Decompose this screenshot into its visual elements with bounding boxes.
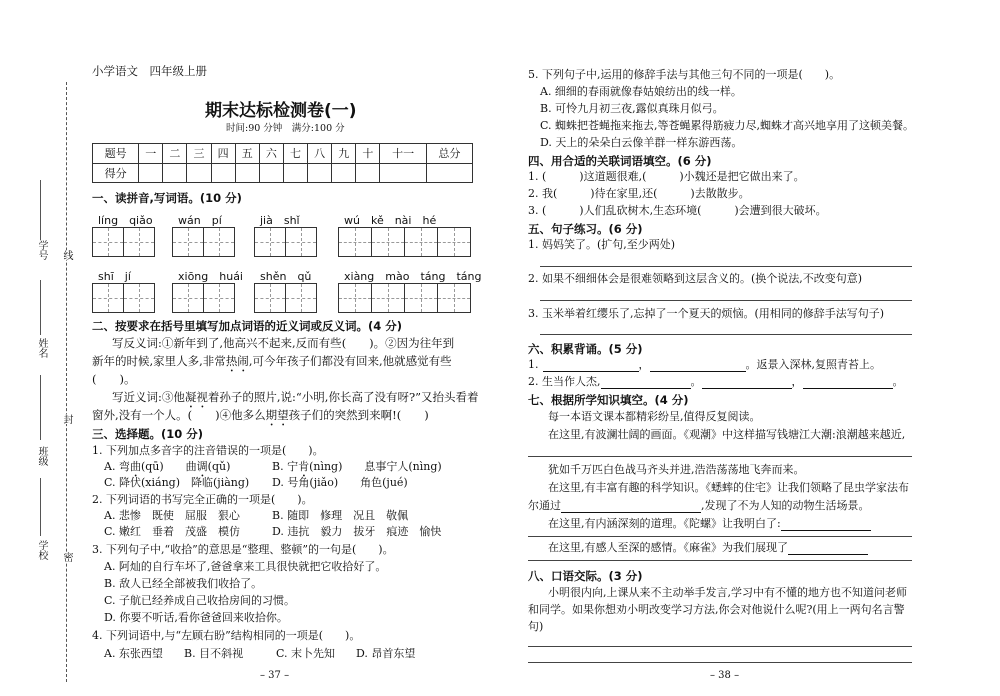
question-5: 5. 下列句子中,运用的修辞手法与其他三句不同的一项是( )。 bbox=[528, 68, 841, 81]
writing-grid bbox=[172, 227, 234, 257]
pinyin-label: xiàng mào táng táng bbox=[344, 270, 482, 283]
answer-line[interactable] bbox=[528, 560, 912, 561]
writing-grid bbox=[92, 227, 154, 257]
answer-line[interactable] bbox=[528, 662, 912, 663]
answer-line[interactable] bbox=[528, 646, 912, 647]
writing-cell[interactable] bbox=[338, 227, 372, 257]
sec4-item-3: 3. ( )人们乱砍树木,生态环境( )会遭到很大破坏。 bbox=[528, 204, 827, 217]
writing-grid bbox=[338, 227, 470, 257]
section-3-heading: 三、选择题。(10 分) bbox=[92, 427, 204, 441]
writing-grid bbox=[338, 283, 470, 313]
score-cell[interactable] bbox=[211, 163, 235, 183]
sec7-para-3b: 尔通过 ,发现了不为人知的动物生活场景。 bbox=[528, 499, 870, 512]
sec4-item-1: 1. ( )这道题很难,( )小魏还是把它做出来了。 bbox=[528, 170, 805, 183]
sec7-para-5: 在这里,有感人至深的感情。《麻雀》为我们展现了 bbox=[548, 541, 868, 555]
score-header-cell: 九 bbox=[332, 144, 356, 164]
section-5-heading: 五、句子练习。(6 分) bbox=[528, 222, 643, 236]
page-number-left: – 37 – bbox=[260, 670, 290, 681]
q3-option-d: D. 你要不听话,看你爸爸回来收拾你。 bbox=[104, 611, 288, 624]
q2-option-a: A. 悲惨 既使 屈服 狠心 bbox=[104, 509, 240, 522]
sec2-line: 窗外,没有一个人。( )④他多么期望孩子们的突然到来啊!( ) bbox=[92, 408, 429, 422]
sec7-para-2: 在这里,有波澜壮阔的画面。《观潮》中这样描写钱塘江大潮:浪潮越来越近, bbox=[548, 428, 906, 441]
q5-option-c: C. 蜘蛛把苍蝇拖来拖去,等苍蝇累得筋疲力尽,蜘蛛才高兴地享用了这顿美餐。 bbox=[540, 119, 915, 132]
sec2-line: 写反义词:①新年到了,他高兴不起来,反而有些( )。②因为往年到 bbox=[112, 336, 455, 350]
score-cell[interactable] bbox=[426, 163, 472, 183]
margin-mark-secret: 密 bbox=[61, 552, 72, 562]
sec8-line-1: 小明很内向,上课从来不主动举手发言,学习中有不懂的地方也不知道问老师 bbox=[548, 586, 907, 599]
score-cell[interactable] bbox=[163, 163, 187, 183]
sec6-item-2: 2. 生当作人杰, 。 ， 。 bbox=[528, 375, 904, 388]
sec8-line-3: 句) bbox=[528, 620, 544, 633]
question-3: 3. 下列句子中,“收拾”的意思是“整理、整顿”的一句是( )。 bbox=[92, 543, 394, 556]
margin-blank bbox=[40, 180, 41, 240]
answer-line[interactable] bbox=[540, 334, 912, 335]
score-header-cell: 总分 bbox=[426, 144, 472, 164]
exam-subtitle: 时间:90 分钟 满分:100 分 bbox=[226, 123, 345, 134]
writing-cell[interactable] bbox=[123, 227, 155, 257]
q2-option-c: C. 嫩红 垂着 茂盛 模仿 bbox=[104, 525, 241, 538]
score-header-cell: 十一 bbox=[380, 144, 426, 164]
score-header-cell: 三 bbox=[187, 144, 211, 164]
q5-option-b: B. 可怜九月初三夜,露似真珠月似弓。 bbox=[540, 102, 724, 115]
writing-cell[interactable] bbox=[172, 227, 204, 257]
writing-cell[interactable] bbox=[203, 283, 235, 313]
q1-option-a: A. 弯曲(qū) 曲调(qǔ) bbox=[104, 460, 231, 473]
score-cell[interactable] bbox=[235, 163, 259, 183]
writing-grid bbox=[92, 283, 154, 313]
margin-label-name: 姓名 bbox=[36, 338, 47, 358]
pinyin-label: jià shǐ bbox=[260, 214, 300, 227]
sec6-item-1: 1. ， 。返景入深林,复照青苔上。 bbox=[528, 358, 881, 371]
margin-label-school: 学校 bbox=[36, 540, 47, 560]
sec7-para-4: 在这里,有内涵深刻的道理。《陀螺》让我明白了: bbox=[548, 517, 871, 531]
pinyin-label: líng qiǎo bbox=[98, 214, 153, 227]
writing-cell[interactable] bbox=[172, 283, 204, 313]
answer-line[interactable] bbox=[540, 300, 912, 301]
page-header: 小学语文 四年级上册 bbox=[92, 64, 207, 78]
writing-cell[interactable] bbox=[371, 227, 405, 257]
q4-option-b: B. 目不斜视 bbox=[184, 647, 244, 660]
q4-option-a: A. 东张西望 bbox=[104, 647, 163, 660]
score-table bbox=[92, 143, 473, 183]
sec5-item-1: 1. 妈妈笑了。(扩句,至少两处) bbox=[528, 238, 676, 251]
section-7-heading: 七、根据所学知识填空。(4 分) bbox=[528, 393, 689, 407]
writing-grid bbox=[254, 283, 316, 313]
margin-blank bbox=[40, 375, 41, 440]
score-header-cell: 四 bbox=[211, 144, 235, 164]
page-number-right: – 38 – bbox=[710, 670, 740, 681]
writing-cell[interactable] bbox=[285, 283, 317, 313]
question-1: 1. 下列加点多音字的注音错误的一项是( )。 bbox=[92, 444, 324, 457]
score-header-cell: 一 bbox=[139, 144, 163, 164]
section-6-heading: 六、积累背诵。(5 分) bbox=[528, 342, 643, 356]
q2-option-d: D. 违抗 毅力 拔牙 痕迹 愉快 bbox=[272, 525, 442, 538]
section-4-heading: 四、用合适的关联词语填空。(6 分) bbox=[528, 154, 712, 168]
score-row-label: 得分 bbox=[93, 163, 139, 183]
sec2-line: 新年的时候,家里人多,非常热闹,可今年孩子们都没有回来,他就感觉有些 bbox=[92, 354, 452, 368]
q5-option-a: A. 细细的春雨就像春姑娘纺出的线一样。 bbox=[540, 85, 742, 98]
writing-cell[interactable] bbox=[92, 227, 124, 257]
question-4: 4. 下列词语中,与“左顾右盼”结构相同的一项是( )。 bbox=[92, 629, 361, 642]
q1-option-b: B. 宁肯(nìng) 息事宁人(nìng) bbox=[272, 460, 442, 473]
writing-cell[interactable] bbox=[285, 227, 317, 257]
margin-blank bbox=[40, 280, 41, 335]
score-cell[interactable] bbox=[139, 163, 163, 183]
q1-option-d: D. 号角(jiǎo) 角色(jué) bbox=[272, 476, 408, 489]
writing-grid bbox=[254, 227, 316, 257]
score-cell[interactable] bbox=[380, 163, 426, 183]
sec8-line-2: 和同学。如果你想劝小明改变学习方法,你会对他说什么呢?(用上一两句名言警 bbox=[528, 603, 905, 616]
score-header-cell: 二 bbox=[163, 144, 187, 164]
writing-cell[interactable] bbox=[437, 283, 471, 313]
score-cell[interactable] bbox=[283, 163, 307, 183]
sec2-line: ( )。 bbox=[92, 372, 136, 386]
sec5-item-3: 3. 玉米举着红缨乐了,忘掉了一个夏天的烦恼。(用相同的修辞手法写句子) bbox=[528, 307, 885, 320]
pinyin-label: wú kě nài hé bbox=[344, 214, 437, 227]
margin-blank bbox=[40, 478, 41, 536]
pinyin-label: shěn qǔ bbox=[260, 270, 312, 283]
sec7-para-1: 每一本语文课本都精彩纷呈,值得反复阅读。 bbox=[548, 410, 761, 423]
writing-cell[interactable] bbox=[404, 283, 438, 313]
score-header-cell: 十 bbox=[356, 144, 380, 164]
score-header-cell: 六 bbox=[259, 144, 283, 164]
writing-cell[interactable] bbox=[404, 227, 438, 257]
writing-cell[interactable] bbox=[92, 283, 124, 313]
q3-option-b: B. 敌人已经全部被我们收拾了。 bbox=[104, 577, 263, 590]
pinyin-label: shī jí bbox=[98, 270, 131, 283]
sec7-para-2b: 犹如千万匹白色战马齐头并进,浩浩荡荡地飞奔而来。 bbox=[548, 463, 805, 476]
writing-grid bbox=[172, 283, 234, 313]
question-2: 2. 下列词语的书写完全正确的一项是( )。 bbox=[92, 493, 313, 506]
sec5-item-2: 2. 如果不细细体会是很难领略到这层含义的。(换个说法,不改变句意) bbox=[528, 272, 863, 285]
exam-title: 期末达标检测卷(一) bbox=[205, 101, 357, 121]
pinyin-label: xiōng huái bbox=[178, 270, 243, 283]
margin-mark-line: 线 bbox=[61, 250, 72, 260]
section-8-heading: 八、口语交际。(3 分) bbox=[528, 569, 643, 583]
writing-cell[interactable] bbox=[203, 227, 235, 257]
writing-cell[interactable] bbox=[123, 283, 155, 313]
pinyin-label: wán pí bbox=[178, 214, 222, 227]
section-2-heading: 二、按要求在括号里填写加点词语的近义词或反义词。(4 分) bbox=[92, 319, 403, 333]
score-header-cell: 七 bbox=[283, 144, 307, 164]
score-cell[interactable] bbox=[259, 163, 283, 183]
q4-option-d: D. 昂首东望 bbox=[356, 647, 416, 660]
score-row-score bbox=[93, 163, 473, 183]
answer-line[interactable] bbox=[528, 456, 912, 457]
score-row-header bbox=[93, 144, 473, 164]
writing-cell[interactable] bbox=[338, 283, 372, 313]
writing-cell[interactable] bbox=[254, 283, 286, 313]
answer-line[interactable] bbox=[540, 266, 912, 267]
margin-mark-seal: 封 bbox=[61, 414, 72, 424]
writing-cell[interactable] bbox=[437, 227, 471, 257]
section-1-heading: 一、读拼音,写词语。(10 分) bbox=[92, 191, 242, 205]
q4-option-c: C. 末卜先知 bbox=[276, 647, 336, 660]
score-cell[interactable] bbox=[332, 163, 356, 183]
score-header-cell: 八 bbox=[308, 144, 332, 164]
margin-label-student-no: 学号 bbox=[36, 240, 47, 260]
writing-cell[interactable] bbox=[254, 227, 286, 257]
q3-option-a: A. 阿灿的自行车坏了,爸爸拿来工具很快就把它收拾好了。 bbox=[104, 560, 387, 573]
writing-cell[interactable] bbox=[371, 283, 405, 313]
q2-option-b: B. 随即 修理 况且 敬佩 bbox=[272, 509, 409, 522]
score-cell[interactable] bbox=[356, 163, 380, 183]
seal-line bbox=[66, 82, 67, 682]
sec7-para-3: 在这里,有丰富有趣的科学知识。《蟋蟀的住宅》让我们领略了昆虫学家法布 bbox=[548, 481, 909, 494]
q1-option-c: C. 降伏(xiáng) 降临(jiàng) bbox=[104, 476, 250, 489]
score-cell[interactable] bbox=[308, 163, 332, 183]
score-header-cell: 五 bbox=[235, 144, 259, 164]
q3-option-c: C. 子航已经养成自己收拾房间的习惯。 bbox=[104, 594, 296, 607]
margin-label-class: 班级 bbox=[36, 446, 47, 466]
score-cell[interactable] bbox=[187, 163, 211, 183]
sec2-line: 写近义词:③他凝视着孙子的照片,说:“小明,你长高了没有呀?”又抬头看着 bbox=[112, 390, 479, 404]
answer-line[interactable] bbox=[528, 536, 912, 537]
sec4-item-2: 2. 我( )待在家里,还( )去散散步。 bbox=[528, 187, 750, 200]
q5-option-d: D. 天上的朵朵白云像羊群一样东游西荡。 bbox=[540, 136, 743, 149]
score-header-cell: 题号 bbox=[93, 144, 139, 164]
